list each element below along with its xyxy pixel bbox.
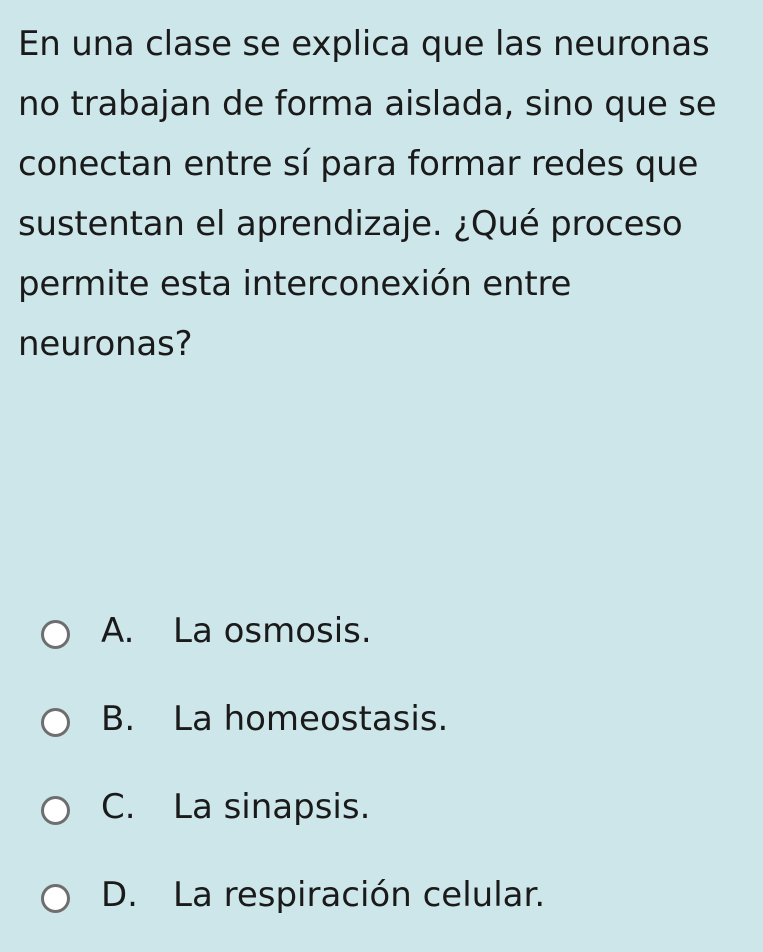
option-label: La sinapsis.: [173, 787, 371, 827]
radio-button-a[interactable]: [41, 620, 70, 649]
radio-button-d[interactable]: [41, 884, 70, 913]
radio-button-c[interactable]: [41, 796, 70, 825]
question-line: neuronas?: [18, 324, 193, 364]
option-label: La respiración celular.: [173, 875, 546, 915]
option-letter: B.: [101, 699, 136, 739]
question-line: no trabajan de forma aislada, sino que se: [18, 84, 717, 124]
option-letter: C.: [101, 787, 136, 827]
question-line: conectan entre sí para formar redes que: [18, 144, 699, 184]
option-label: La osmosis.: [173, 611, 372, 651]
option-letter: A.: [101, 611, 135, 651]
option-d[interactable]: [0, 864, 763, 924]
question-line: sustentan el aprendizaje. ¿Qué proceso: [18, 204, 683, 244]
question-line: En una clase se explica que las neuronas: [18, 24, 710, 64]
option-label: La homeostasis.: [173, 699, 449, 739]
question-text: [18, 14, 753, 374]
option-letter: D.: [101, 875, 138, 915]
question-line: permite esta interconexión entre: [18, 264, 572, 304]
option-b[interactable]: [0, 688, 763, 748]
option-c[interactable]: [0, 776, 763, 836]
option-a[interactable]: [0, 600, 763, 660]
radio-button-b[interactable]: [41, 708, 70, 737]
